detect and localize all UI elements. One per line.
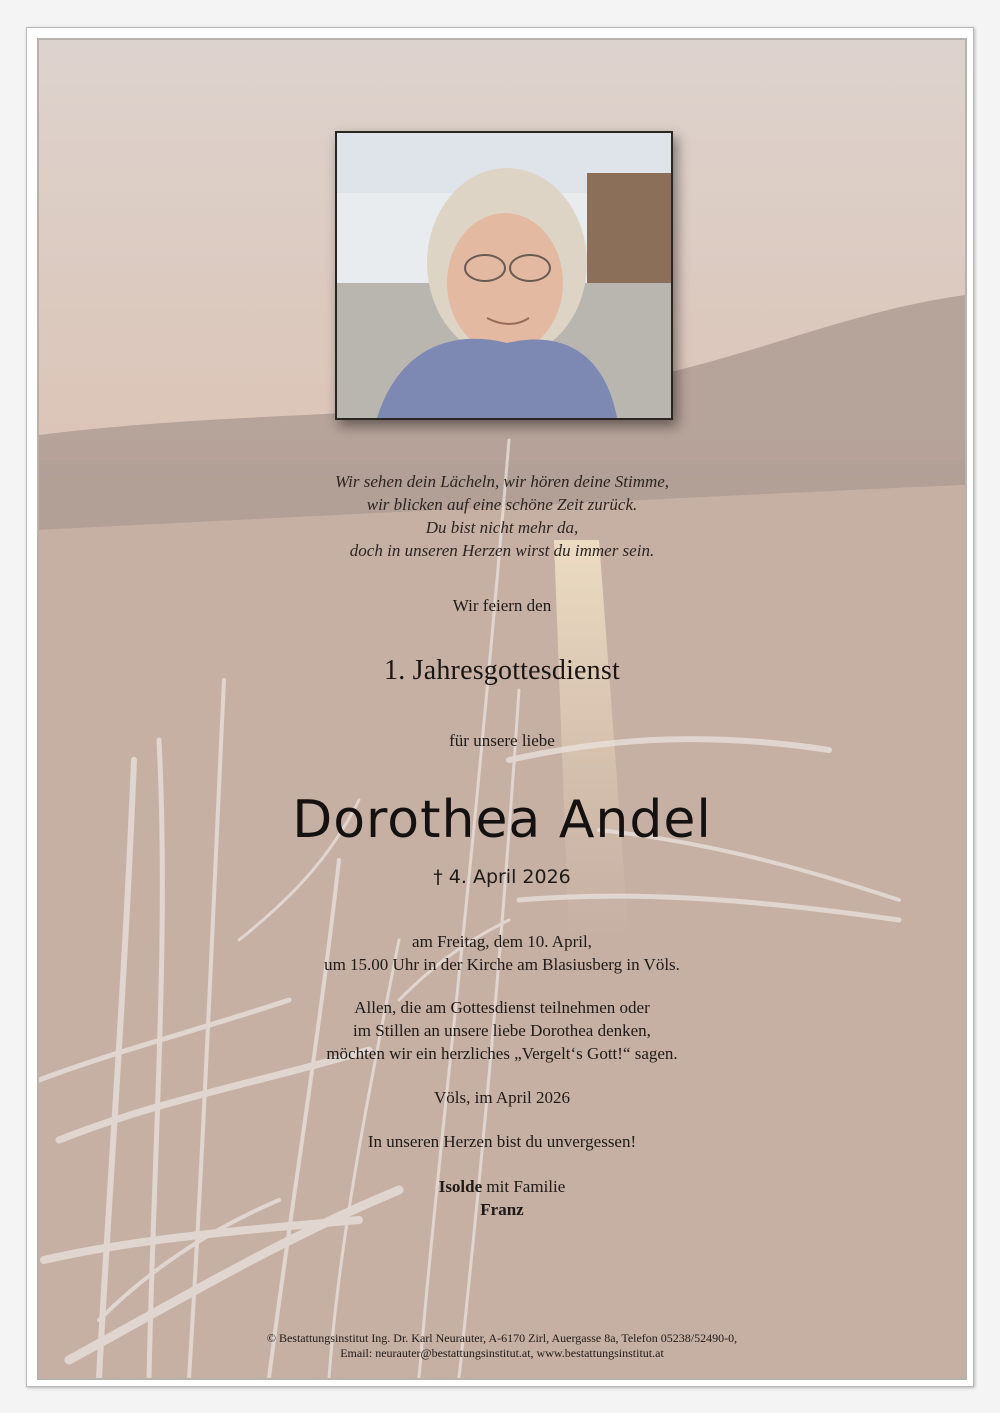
background-panel — [37, 38, 967, 1380]
poem-line-3: Du bist nicht mehr da, — [425, 518, 579, 537]
portrait-photo — [335, 131, 673, 420]
obituary-sheet — [26, 27, 974, 1387]
family-name-franz: Franz — [480, 1200, 524, 1219]
poem-line-2: wir blicken auf eine schöne Zeit zurück. — [366, 495, 638, 514]
event-title: 1. Jahresgottesdienst — [384, 655, 620, 686]
place-date: Völs, im April 2026 — [433, 1088, 570, 1107]
portrait-image — [337, 133, 671, 418]
family-suffix: mit Familie — [482, 1177, 566, 1196]
intro-text: Wir feiern den — [452, 596, 552, 615]
thanks-line-2: im Stillen an unsere liebe Dorothea denken, — [353, 1021, 651, 1040]
closing-text: In unseren Herzen bist du unvergessen! — [367, 1132, 637, 1151]
poem-line-4: doch in unseren Herzen wirst du immer sein. — [349, 541, 655, 560]
deceased-name: Dorothea Andel — [292, 790, 712, 850]
service-line-2: um 15.00 Uhr in der Kirche am Blasiusberg in Völs. — [324, 955, 680, 974]
family-line-1 — [39, 1175, 965, 1198]
for-text: für unsere liebe — [449, 731, 555, 750]
death-date: † 4. April 2026 — [433, 866, 571, 888]
footer-line-2: Email: neurauter@bestattungsinstitut.at, www.bestattungsinstitut.at — [340, 1346, 664, 1360]
thanks-line-1: Allen, die am Gottesdienst teilnehmen oder — [354, 998, 650, 1017]
service-line-1: am Freitag, dem 10. April, — [412, 932, 592, 951]
thanks-line-3: möchten wir ein herzliches „Vergelt‘s Gott!“ sagen. — [326, 1044, 678, 1063]
family-name-isolde: Isolde — [438, 1177, 483, 1196]
footer-line-1: © Bestattungsinstitut Ing. Dr. Karl Neurauter, A-6170 Zirl, Auergasse 8a, Telefon 05238/52490-0, — [266, 1331, 738, 1345]
poem-line-1: Wir sehen dein Lächeln, wir hören deine Stimme, — [334, 472, 670, 491]
